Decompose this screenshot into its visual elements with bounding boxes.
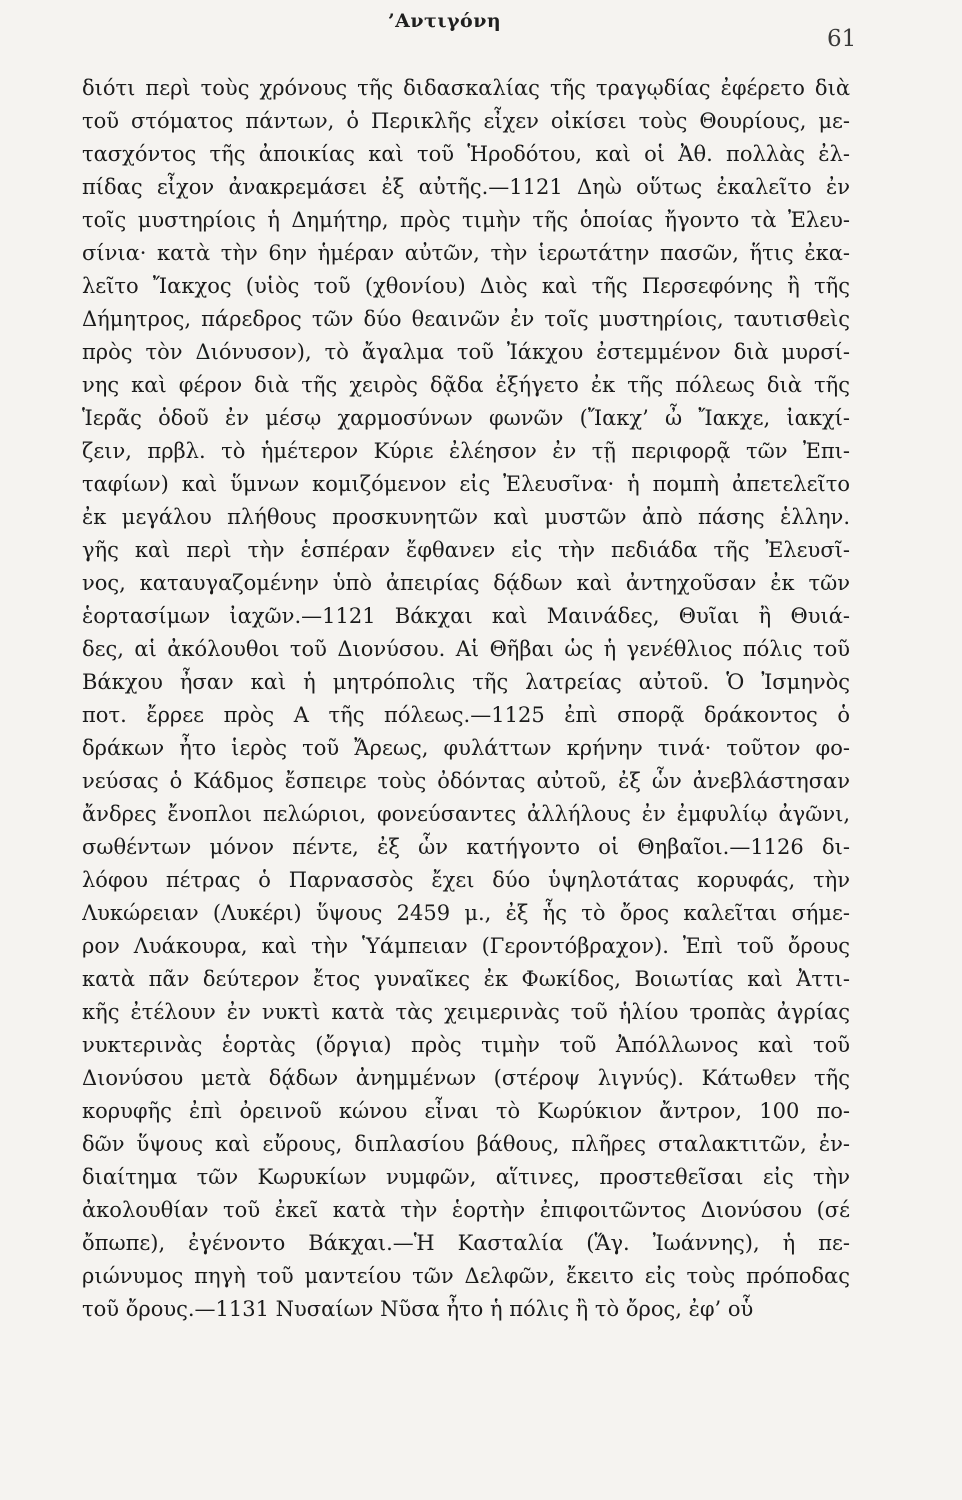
text-line: λεῖτο Ἴακχος (υἱὸς τοῦ (χθονίου) Διὸς καὶ τῆς Περσεφόνης ἢ τῆς: [82, 274, 850, 298]
commentary-text: [82, 72, 850, 1326]
text-line: δες, αἱ ἀκόλουθοι τοῦ Διονύσου. Αἱ Θῆβαι ὡς ἡ γενέθλιος πόλις τοῦ: [82, 637, 850, 661]
text-line: σωθέντων μόνον πέντε, ἐξ ὧν κατήγοντο οἱ Θηβαῖοι.—1126 δι-: [82, 835, 850, 859]
text-line: ζειν, πρβλ. τὸ ἡμέτερον Κύριε ἐλέησον ἐν τῇ περιφορᾷ τῶν Ἐπι-: [82, 439, 850, 463]
text-line: ἀκολουθίαν τοῦ ἐκεῖ κατὰ τὴν ἑορτὴν ἐπιφοιτῶντος Διονύσου (σέ: [82, 1198, 850, 1222]
text-line: κατὰ πᾶν δεύτερον ἔτος γυναῖκες ἐκ Φωκίδος, Βοιωτίας καὶ Ἀττι-: [82, 967, 850, 991]
text-line: ἄνδρες ἔνοπλοι πελώριοι, φονεύσαντες ἀλλήλους ἐν ἐμφυλίῳ ἀγῶνι,: [82, 802, 850, 826]
text-line: τασχόντος τῆς ἀποικίας καὶ τοῦ Ἡροδότου, καὶ οἱ Ἀθ. πολλὰς ἐλ-: [82, 142, 850, 166]
text-line: Δήμητρος, πάρεδρος τῶν δύο θεαινῶν ἐν τοῖς μυστηρίοις, ταυτισθεὶς: [82, 307, 850, 331]
text-line: ὄπωπε), ἐγένοντο Βάκχαι.—Ἡ Κασταλία (Ἅγ. Ἰωάννης), ἡ πε-: [82, 1231, 850, 1255]
text-line: ἑορτασίμων ἰαχῶν.—1121 Βάκχαι καὶ Μαινάδες, Θυῖαι ἢ Θυιά-: [82, 604, 850, 628]
text-line: Διονύσου μετὰ δᾴδων ἀνημμένων (στέροψ λιγνύς). Κάτωθεν τῆς: [82, 1066, 850, 1090]
text-line: κῆς ἐτέλουν ἐν νυκτὶ κατὰ τὰς χειμερινὰς τοῦ ἡλίου τροπὰς ἀγρίας: [82, 1000, 850, 1024]
page-number: 61: [827, 26, 857, 52]
text-line: ταφίων) καὶ ὕμνων κομιζόμενον εἰς Ἐλευσῖνα· ἡ πομπὴ ἀπετελεῖτο: [82, 472, 850, 496]
text-line: ρον Λυάκουρα, καὶ τὴν Ὑάμπειαν (Γεροντόβραχον). Ἐπὶ τοῦ ὄρους: [82, 934, 850, 958]
text-line: διότι περὶ τοὺς χρόνους τῆς διδασκαλίας τῆς τραγῳδίας ἐφέρετο διὰ: [82, 76, 850, 100]
text-line: πίδας εἶχον ἀνακρεμάσει ἐξ αὐτῆς.—1121 Δηὼ οὕτως ἐκαλεῖτο ἐν: [82, 175, 850, 199]
text-line: δράκων ἦτο ἱερὸς τοῦ Ἄρεως, φυλάττων κρήνην τινά· τοῦτον φο-: [82, 736, 850, 760]
text-line: νυκτερινὰς ἑορτὰς (ὄργια) πρὸς τιμὴν τοῦ Ἀπόλλωνος καὶ τοῦ: [82, 1033, 850, 1057]
text-line: σίνια· κατὰ τὴν 6ην ἡμέραν αὐτῶν, τὴν ἱερωτάτην πασῶν, ἥτις ἐκα-: [82, 241, 850, 265]
text-line: ποτ. ἔρρεε πρὸς Α τῆς πόλεως.—1125 ἐπὶ σπορᾷ δράκοντος ὁ: [82, 703, 850, 727]
text-line: τοῖς μυστηρίοις ἡ Δημήτηρ, πρὸς τιμὴν τῆς ὁποίας ἤγοντο τὰ Ἐλευ-: [82, 208, 850, 232]
text-line: δῶν ὕψους καὶ εὔρους, διπλασίου βάθους, πλῆρες σταλακτιτῶν, ἐν-: [82, 1132, 850, 1156]
text-line: γῆς καὶ περὶ τὴν ἑσπέραν ἔφθανεν εἰς τὴν πεδιάδα τῆς Ἐλευσῖ-: [82, 538, 850, 562]
text-line: Λυκώρειαν (Λυκέρι) ὕψους 2459 μ., ἐξ ἧς τὸ ὄρος καλεῖται σήμε-: [82, 901, 850, 925]
text-line: ριώνυμος πηγὴ τοῦ μαντείου τῶν Δελφῶν, ἔκειτο εἰς τοὺς πρόποδας: [82, 1264, 850, 1288]
text-line: λόφου πέτρας ὁ Παρνασσὸς ἔχει δύο ὑψηλοτάτας κορυφάς, τὴν: [82, 868, 850, 892]
text-line: τοῦ στόματος πάντων, ὁ Περικλῆς εἶχεν οἰκίσει τοὺς Θουρίους, με-: [82, 109, 850, 133]
text-line: διαίτημα τῶν Κωρυκίων νυμφῶν, αἵτινες, προστεθεῖσαι εἰς τὴν: [82, 1165, 850, 1189]
text-line: πρὸς τὸν Διόνυσον), τὸ ἄγαλμα τοῦ Ἰάκχου ἐστεμμένον διὰ μυρσί-: [82, 340, 850, 364]
text-line: Ἱερᾶς ὁδοῦ ἐν μέσῳ χαρμοσύνων φωνῶν (Ἴακχ’ ὦ Ἴακχε, ἰακχί-: [82, 406, 850, 430]
text-line: κορυφῆς ἐπὶ ὀρεινοῦ κώνου εἶναι τὸ Κωρύκιον ἄντρον, 100 πο-: [82, 1099, 850, 1123]
text-line: νος, καταυγαζομένην ὑπὸ ἀπειρίας δᾴδων καὶ ἀντηχοῦσαν ἐκ τῶν: [82, 571, 850, 595]
text-line: Βάκχου ἦσαν καὶ ἡ μητρόπολις τῆς λατρείας αὐτοῦ. Ὁ Ἰσμηνὸς: [82, 670, 850, 694]
text-line: νεύσας ὁ Κάδμος ἔσπειρε τοὺς ὀδόντας αὐτοῦ, ἐξ ὧν ἀνεβλάστησαν: [82, 769, 850, 793]
running-title: ’Αντιγόνη: [388, 10, 502, 32]
text-line: νης καὶ φέρον διὰ τῆς χειρὸς δᾷδα ἐξήγετο ἐκ τῆς πόλεως διὰ τῆς: [82, 373, 850, 397]
text-line: ἐκ μεγάλου πλήθους προσκυνητῶν καὶ μυστῶν ἀπὸ πάσης ἑλλην.: [82, 505, 850, 529]
text-line: τοῦ ὄρους.—1131 Νυσαίων Νῦσα ἦτο ἡ πόλις ἢ τὸ ὄρος, ἐφ’ οὗ: [82, 1297, 754, 1321]
